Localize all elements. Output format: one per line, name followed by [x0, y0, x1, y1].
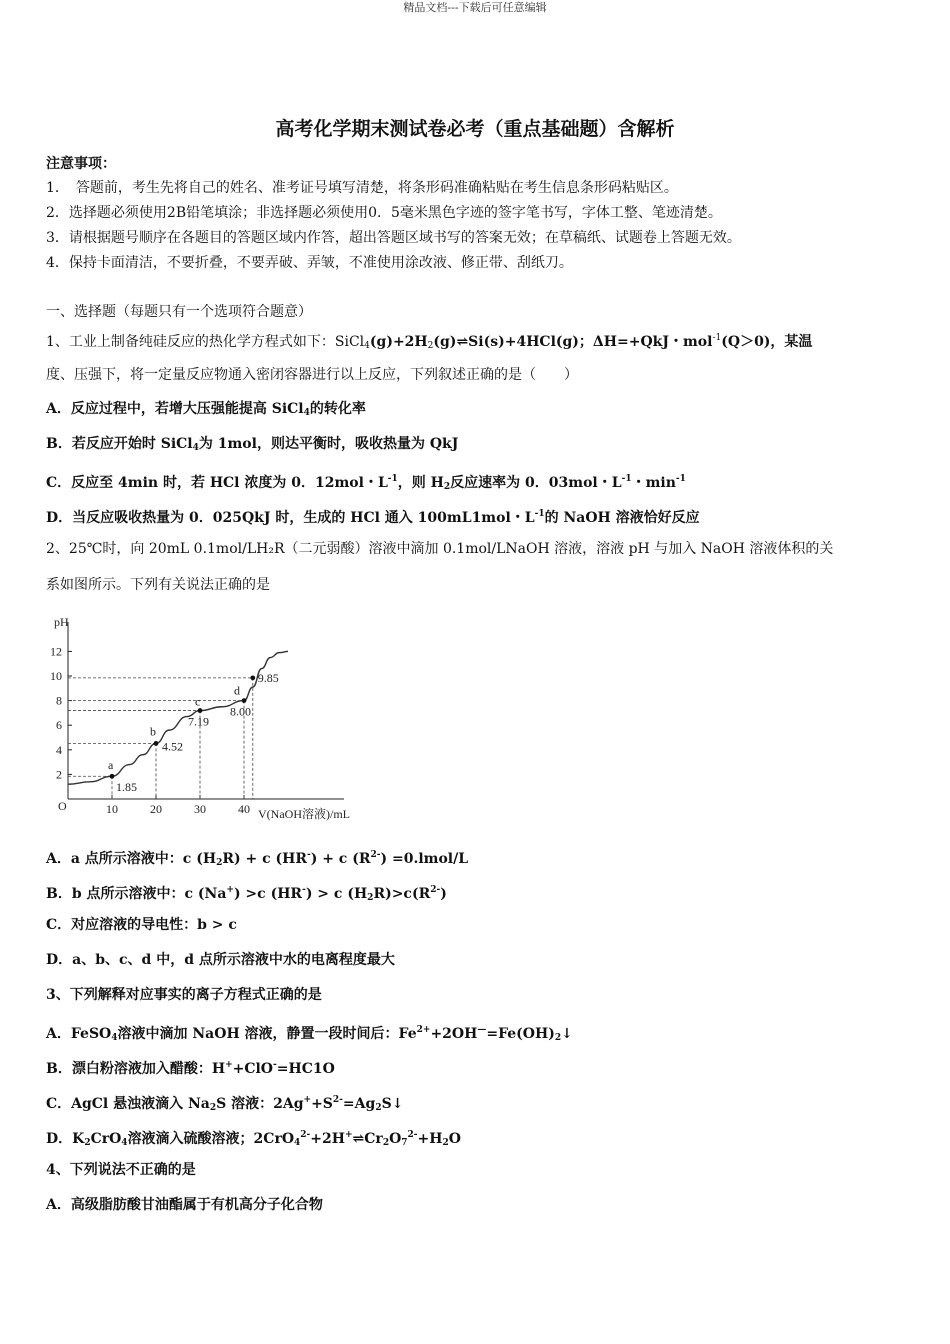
q2-option-b: B．b 点所示溶液中：c (Na+) >c (HR-) > c $(H_2R)>c(R^{2-})$: [46, 885, 447, 903]
point-label: b: [150, 724, 156, 739]
point-label: c: [195, 694, 201, 709]
y-tick-label: 4: [56, 742, 62, 757]
ph-titration-chart: [46, 612, 371, 824]
q1-stem-line2: 度、压强下，将一定量反应物通入密闭容器进行以上反应，下列叙述正确的是（ ）: [46, 367, 578, 383]
point-label: a: [108, 758, 114, 773]
y-axis-label: pH: [54, 615, 69, 629]
notice-item-1: 1． 答题前，考生先将自己的姓名、准考证号填写清楚，将条形码准确粘贴在考生信息条形码粘贴区。: [46, 180, 678, 196]
q4-stem: 4、下列说法不正确的是: [46, 1162, 196, 1178]
q3-option-d: D．$K_2CrO_4$溶液滴入硫酸溶液；$2CrO_4^{2-}+2H^+\rightleftharpoons Cr_2O_7^{2-}+H_2O$: [46, 1130, 461, 1148]
x-tick-label: 20: [150, 802, 162, 816]
origin-label: O: [58, 799, 67, 813]
y-tick-label: 12: [50, 644, 62, 659]
q3-stem: 3、下列解释对应事实的离子方程式正确的是: [46, 987, 322, 1003]
x-tick-label: 10: [106, 802, 118, 816]
point-value-label: 7.19: [188, 714, 209, 729]
q1-option-c: C．反应至 4min 时，若 HCl 浓度为 0．12mol・$L^{-1}$，则 $H_2$反应速率为 0．03mol・$L^{-1}$・$\min^{-1}$: [46, 474, 686, 492]
q1-stem-line1: 1、工业上制备纯硅反应的热化学方程式如下：$SiCl_4(g)+2H_2(g)\rightleftharpoons Si(s)+4HCl(g)$；ΔH=+QkJ・mol$^{-1}$(Q＞0)，某温: [46, 333, 813, 351]
y-tick-label: 10: [50, 669, 62, 683]
point-value-label: 9.85: [257, 670, 279, 685]
point-label: d: [234, 683, 240, 698]
q3-option-c: C．AgCl 悬浊液滴入 $Na_2S$ 溶液：$2Ag^++S^{2-}=Ag_2S↓$: [46, 1095, 404, 1113]
q3-option-a: A．FeSO$_4$溶液中滴加 NaOH 溶液，静置一段时间后：$Fe^{2+}+2OH^—=Fe(OH)_2↓$: [46, 1025, 573, 1043]
page-header: 精品文档---下载后可任意编辑: [403, 1, 547, 14]
q2-option-d: D．a、b、c、d 中，d 点所示溶液中水的电离程度最大: [46, 952, 395, 968]
notice-item-4: 4．保持卡面清洁，不要折叠，不要弄破、弄皱，不准使用涂改液、修正带、刮纸刀。: [46, 255, 573, 271]
data-point: [198, 708, 203, 713]
q2-option-c: C．对应溶液的导电性：b > c: [46, 917, 237, 933]
q4-option-a: A．高级脂肪酸甘油酯属于有机高分子化合物: [46, 1197, 323, 1213]
x-tick-label: 30: [194, 802, 206, 816]
data-point: [154, 741, 159, 746]
y-tick-label: 2: [56, 767, 62, 782]
notice-item-2: 2．选择题必须使用2B铅笔填涂；非选择题必须使用0．5毫米黑色字迹的签字笔书写，字体工整、笔迹清楚。: [46, 205, 722, 221]
x-axis-label: V(NaOH溶液)/mL: [258, 807, 350, 821]
point-value-label: 4.52: [162, 739, 183, 754]
data-point: [110, 774, 115, 779]
q2-stem-line2: 系如图所示。下列有关说法正确的是: [46, 577, 270, 593]
x-tick-label: 40: [238, 802, 250, 816]
data-point: [242, 698, 247, 703]
q1-option-a: A．反应过程中，若增大压强能提高 SiCl$_4$的转化率: [46, 401, 366, 418]
section-heading: 一、选择题（每题只有一个选项符合题意）: [46, 304, 312, 320]
notice-item-3: 3．请根据题号顺序在各题目的答题区域内作答，超出答题区域书写的答案无效；在草稿纸、试题卷上答题无效。: [46, 230, 741, 246]
q3-option-b: B．漂白粉溶液加入醋酸：H++ClO-=HC1O: [46, 1060, 335, 1077]
notice-heading: 注意事项：: [46, 156, 116, 172]
q2-stem-line1: 2、25℃时，向 20mL 0.1mol/LH₂R（二元弱酸）溶液中滴加 0.1mol/LNaOH 溶液，溶液 pH 与加入 NaOH 溶液体积的关: [46, 541, 834, 557]
exam-title: 高考化学期末测试卷必考（重点基础题）含解析: [275, 118, 675, 140]
q2-option-a: A．a 点所示溶液中：c $(H_2R) + c$ (HR-) + c $(R^{2-})$ =0.lmol/L: [46, 850, 469, 868]
y-tick-label: 6: [56, 718, 62, 733]
titration-curve: [68, 651, 288, 784]
q1-option-b: B．若反应开始时 SiCl$_4$为 1mol，则达平衡时，吸收热量为 QkJ: [46, 436, 459, 453]
q1-option-d: D．当反应吸收热量为 0．025QkJ 时，生成的 HCl 通入 100mL1mol・$L^{-1}$的 NaOH 溶液恰好反应: [46, 509, 700, 526]
y-tick-label: 8: [56, 693, 62, 708]
point-value-label: 8.00: [230, 704, 251, 719]
data-point: [250, 675, 255, 680]
point-value-label: 1.85: [116, 780, 137, 795]
